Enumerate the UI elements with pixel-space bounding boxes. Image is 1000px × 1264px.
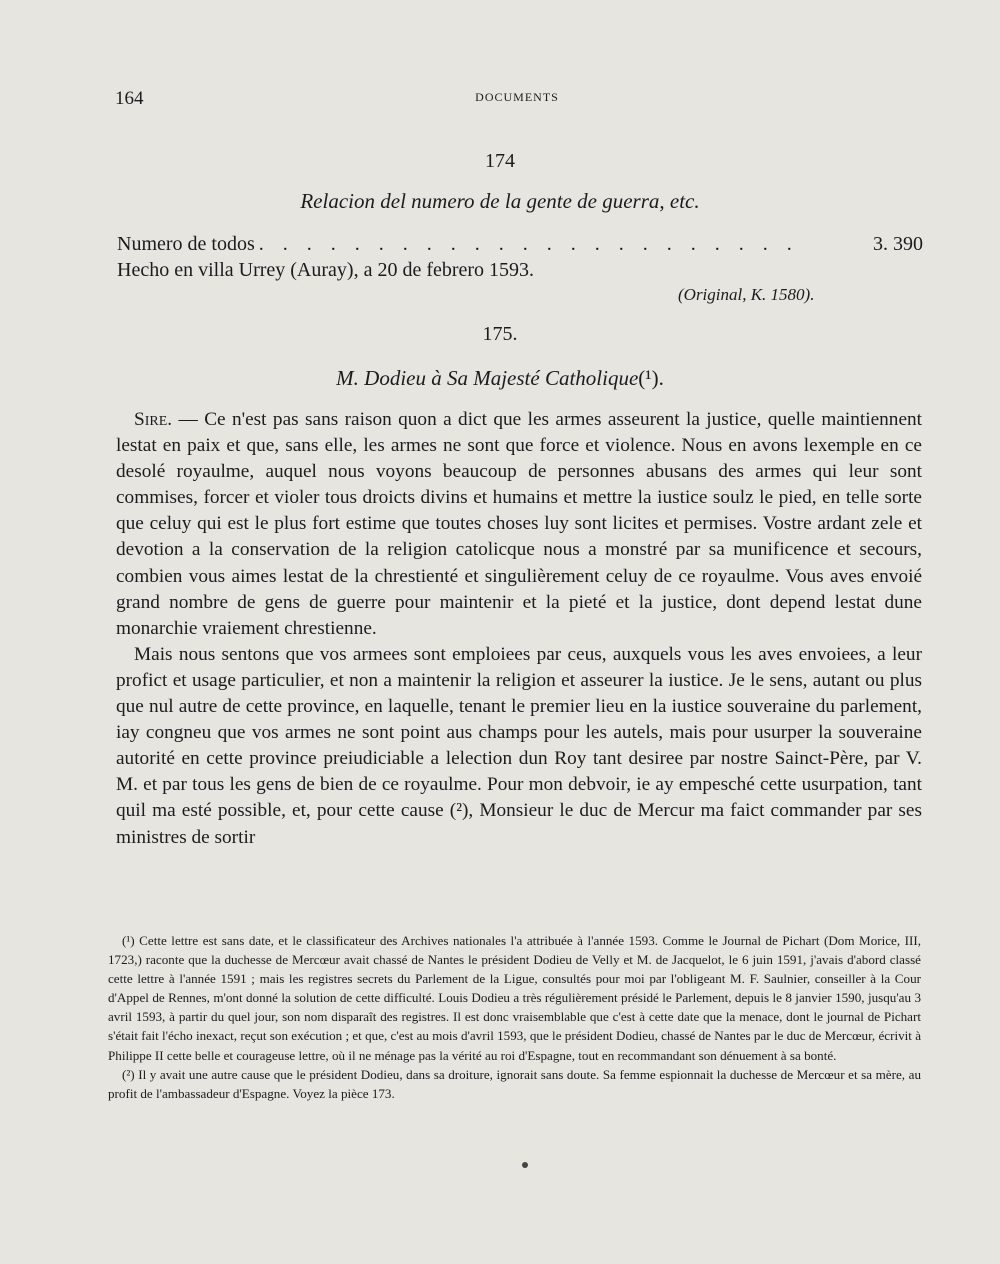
dot-leader: . . . . . . . . . . . . . . . . . . . . . . .	[258, 233, 799, 255]
count-label: Numero de todos	[117, 233, 255, 255]
footnote-2: (²) Il y avait une autre cause que le président Dodieu, dans sa droiture, ignorait sans doute. Sa femme espionnait la duchesse de Mercœur et sa mère, au profit de l'ambassadeur d'Espagne. Voyez la pièce 173.	[108, 1066, 921, 1101]
document-title-175	[0, 366, 1000, 391]
document-title-174: Relacion del numero de la gente de guerra, etc.	[300, 189, 700, 213]
document-number-175: 175.	[482, 323, 518, 345]
page-number: 164	[115, 88, 144, 109]
running-head: DOCUMENTS	[475, 90, 559, 104]
title-footnote-ref: (¹).	[638, 366, 664, 390]
document-number-174: 174	[485, 150, 515, 172]
footnotes	[108, 931, 921, 1103]
paragraph-1-text: — Ce n'est pas sans raison quon a dict que les armes asseurent la justice, quelle maintiennent lestat en paix et que, sans elle, les armes ne sont que force et violence. Nous en avons lexemple en ce desolé royaulme, auquel nous voyons beaucoup de personnes abusans des armes qui leur sont commises, forcer et violer tous droicts divins et humains et mettre la iustice soulz le pied, en telle sorte que celuy qui est le plus fort estime que toutes choses luy sont licites et permises. Vostre ardant zele et devotion a la conservation de la religion catolicque nous a monstré par sa munificence et secours, combien vous aimes lestat de la chrestienté et singulièrement celuy de ce royaulme. Vous aves envoié grand nombre de gens de guerre pour maintenir et la pieté et la justice, dont depend lestat dune monarchie vraiement chrestienne.	[116, 409, 922, 639]
ink-dot	[522, 1162, 528, 1168]
letter-body	[116, 407, 922, 851]
count-line	[117, 233, 923, 256]
footnote-1: (¹) Cette lettre est sans date, et le classificateur des Archives nationales l'a attribuée à l'année 1593. Comme le Journal de Pichart (Dom Morice, III, 1723,) raconte que la duchesse de Mercœur avait chassé de Nantes le président Dodieu de Velly et M. de Jacquelot, le 6 juin 1591, j'avais d'abord classé cette lettre à l'année 1591 ; mais les registres secrets du Parlement de la Ligue, consultés pour moi par l'obligeant M. F. Saulnier, conseiller à la Cour d'Appel de Rennes, m'ont donné la solution de cette difficulté. Louis Dodieu a très régulièrement présidé le Parlement, depuis le 8 janvier 1590, jusqu'au 3 avril 1593, à partir du quel jour, son nom disparaît des registres. Il est donc vraisemblable que c'est à cette date que la menace, dont le journal de Pichart s'était fait l'écho inexact, reçut son exécution ; et que, c'est au mois d'avril 1593, que le président Dodieu, chassé de Nantes par le duc de Mercœur, écrivit à Philippe II cette belle et courageuse lettre, où il ne ménage pas la vérité au roi d'Espagne, tout en recommandant son dénuement à sa bonté.	[108, 933, 921, 1063]
paragraph-1	[116, 407, 922, 642]
salutation: Sire.	[134, 409, 173, 430]
count-value: 3. 390	[873, 233, 923, 255]
letter-title: M. Dodieu à Sa Majesté Catholique	[336, 366, 639, 390]
paragraph-2: Mais nous sentons que vos armees sont emploiees par ceus, auxquels vous les aves envoiees, a leur profict et usage particulier, et non a maintenir la religion et asseurer la iustice. Je le sens, autant ou plus que nul autre de cette province, en laquelle, tenant le premier lieu en la iustice souveraine du parlement, iay congneu que vos armes ne sont point aus champs pour les autels, mais pour usurper la souveraine autorité en cette province preiudiciable a lelection dun Roy tant desiree par nostre Sainct-Père, par V. M. et par tous les gens de bien de ce royaulme. Pour mon debvoir, ie ay empesché cette usurpation, tant quil ma esté possible, et, pour cette cause (²), Monsieur le duc de Mercur ma faict commander par ses ministres de sortir	[116, 643, 922, 848]
dated-line: Hecho en villa Urrey (Auray), a 20 de febrero 1593.	[117, 259, 535, 281]
source-reference: (Original, K. 1580).	[678, 285, 815, 304]
